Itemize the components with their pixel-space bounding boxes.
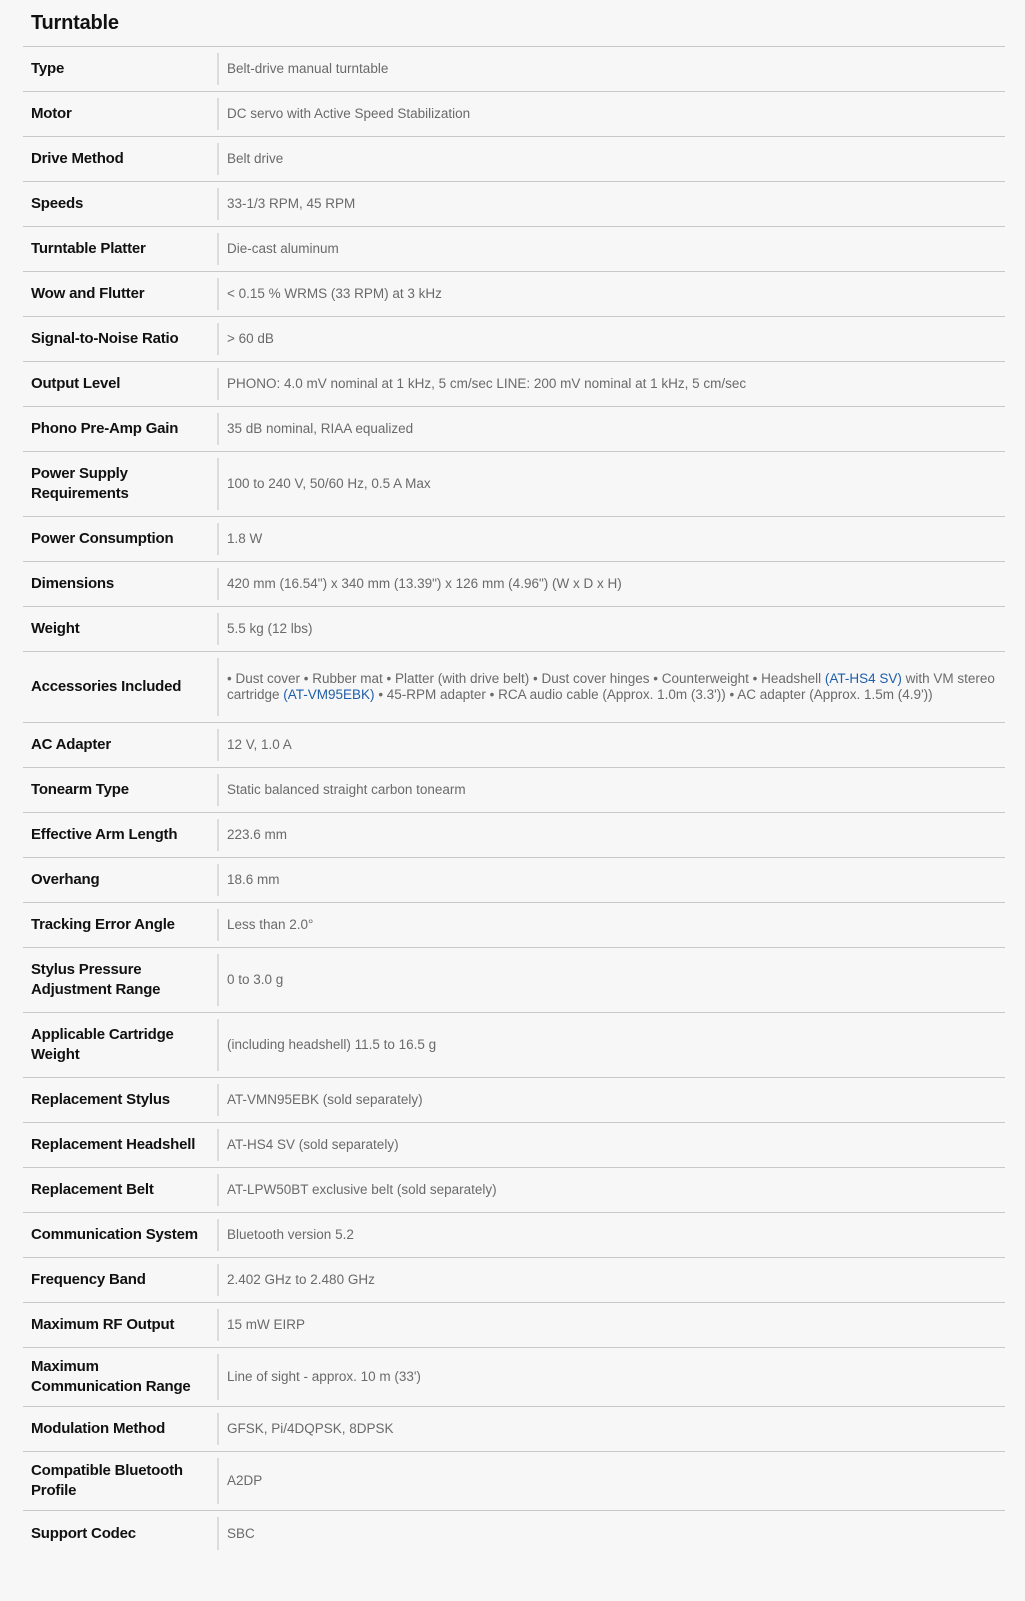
spec-value: 12 V, 1.0 A bbox=[227, 737, 292, 752]
spec-value: 100 to 240 V, 50/60 Hz, 0.5 A Max bbox=[227, 476, 431, 491]
spec-value: 1.8 W bbox=[227, 531, 263, 546]
spec-label: Power Supply Requirements bbox=[31, 465, 129, 502]
spec-value: Line of sight - approx. 10 m (33') bbox=[227, 1369, 421, 1384]
spec-label: Support Codec bbox=[31, 1524, 136, 1542]
spec-label: Accessories Included bbox=[31, 678, 182, 695]
spec-row-accessories bbox=[23, 652, 1005, 723]
spec-label: Weight bbox=[31, 620, 80, 637]
spec-value: 420 mm (16.54") x 340 mm (13.39") x 126 mm (4.96") (W x D x H) bbox=[227, 576, 622, 591]
spec-label: Motor bbox=[31, 105, 72, 122]
spec-label: Communication System bbox=[31, 1226, 198, 1243]
spec-label: Output Level bbox=[31, 375, 121, 392]
spec-row-max-rf-output bbox=[23, 1303, 1005, 1348]
spec-label: Applicable Cartridge Weight bbox=[31, 1026, 174, 1063]
accessories-text-3: • 45-RPM adapter • RCA audio cable (Approx. 1.0m (3.3')) • AC adapter (Approx. 1.5m (4.9')) bbox=[374, 687, 933, 702]
spec-table bbox=[23, 0, 1005, 1556]
spec-row-turntable-platter bbox=[23, 227, 1005, 272]
spec-row-power-supply bbox=[23, 452, 1005, 517]
accessories-text-2: with VM stereo cartridge bbox=[227, 671, 995, 702]
spec-label: Turntable Platter bbox=[31, 240, 146, 257]
spec-row-modulation-method bbox=[23, 1407, 1005, 1452]
spec-row-power-consumption bbox=[23, 517, 1005, 562]
spec-row-bluetooth-profile bbox=[23, 1452, 1005, 1511]
spec-row-cartridge-weight bbox=[23, 1013, 1005, 1078]
spec-label: Replacement Headshell bbox=[31, 1136, 196, 1153]
headshell-link[interactable]: (AT-HS4 SV) bbox=[824, 671, 902, 686]
spec-row-tonearm-type bbox=[23, 768, 1005, 813]
spec-value: Static balanced straight carbon tonearm bbox=[227, 782, 466, 797]
spec-value: Less than 2.0° bbox=[227, 917, 314, 932]
spec-row-stylus-pressure bbox=[23, 948, 1005, 1013]
spec-label: AC Adapter bbox=[31, 736, 111, 753]
spec-label: Replacement Belt bbox=[31, 1181, 154, 1198]
spec-row-ac-adapter bbox=[23, 723, 1005, 768]
accessories-text-block bbox=[227, 671, 995, 703]
spec-value: GFSK, Pi/4DQPSK, 8DPSK bbox=[227, 1421, 394, 1436]
spec-label: Overhang bbox=[31, 871, 100, 888]
spec-value: 223.6 mm bbox=[227, 827, 288, 842]
section-title: Turntable bbox=[23, 0, 1005, 47]
spec-value: DC servo with Active Speed Stabilization bbox=[227, 106, 471, 121]
spec-row-effective-arm-length bbox=[23, 813, 1005, 858]
spec-value: Die-cast aluminum bbox=[227, 241, 339, 256]
spec-label: Compatible Bluetooth Profile bbox=[31, 1462, 183, 1499]
spec-label: Maximum Communication Range bbox=[31, 1358, 191, 1395]
spec-label: Effective Arm Length bbox=[31, 826, 178, 843]
spec-label: Modulation Method bbox=[31, 1420, 166, 1437]
spec-row-drive-method bbox=[23, 137, 1005, 182]
accessories-text-1: • Dust cover • Rubber mat • Platter (with drive belt) • Dust cover hinges • Counterweight • Headshell bbox=[227, 671, 825, 686]
spec-value: AT-LPW50BT exclusive belt (sold separately) bbox=[227, 1182, 497, 1197]
spec-row-phono-preamp-gain bbox=[23, 407, 1005, 452]
spec-row-replacement-belt bbox=[23, 1168, 1005, 1213]
spec-row-replacement-stylus bbox=[23, 1078, 1005, 1123]
spec-value: 18.6 mm bbox=[227, 872, 280, 887]
spec-row-type bbox=[23, 47, 1005, 92]
spec-label: Maximum RF Output bbox=[31, 1316, 175, 1333]
spec-row-signal-to-noise bbox=[23, 317, 1005, 362]
spec-row-frequency-band bbox=[23, 1258, 1005, 1303]
spec-row-output-level bbox=[23, 362, 1005, 407]
spec-label: Tonearm Type bbox=[31, 781, 129, 798]
spec-value: Belt drive bbox=[227, 151, 284, 166]
spec-row-replacement-headshell bbox=[23, 1123, 1005, 1168]
spec-value: SBC bbox=[227, 1525, 255, 1541]
spec-value: 5.5 kg (12 lbs) bbox=[227, 621, 313, 636]
spec-label: Phono Pre-Amp Gain bbox=[31, 420, 179, 437]
spec-value: PHONO: 4.0 mV nominal at 1 kHz, 5 cm/sec LINE: 200 mV nominal at 1 kHz, 5 cm/sec bbox=[227, 376, 747, 391]
spec-value: 0 to 3.0 g bbox=[227, 972, 284, 987]
spec-value: AT-HS4 SV (sold separately) bbox=[227, 1137, 399, 1152]
spec-row-speeds bbox=[23, 182, 1005, 227]
spec-label: Signal-to-Noise Ratio bbox=[31, 330, 179, 347]
spec-value: 2.402 GHz to 2.480 GHz bbox=[227, 1272, 375, 1287]
spec-label: Tracking Error Angle bbox=[31, 916, 175, 933]
spec-value: Belt-drive manual turntable bbox=[227, 61, 389, 76]
spec-value: AT-VMN95EBK (sold separately) bbox=[227, 1092, 423, 1107]
spec-value: 15 mW EIRP bbox=[227, 1317, 306, 1332]
spec-value: < 0.15 % WRMS (33 RPM) at 3 kHz bbox=[227, 286, 442, 301]
spec-label: Wow and Flutter bbox=[31, 285, 145, 302]
spec-row-wow-and-flutter bbox=[23, 272, 1005, 317]
spec-label: Power Consumption bbox=[31, 530, 174, 547]
spec-label: Frequency Band bbox=[31, 1271, 146, 1288]
spec-value: 35 dB nominal, RIAA equalized bbox=[227, 421, 414, 436]
spec-label: Replacement Stylus bbox=[31, 1091, 170, 1108]
spec-row-dimensions bbox=[23, 562, 1005, 607]
cartridge-link[interactable]: (AT-VM95EBK) bbox=[283, 687, 375, 702]
spec-value: A2DP bbox=[227, 1473, 263, 1488]
spec-row-overhang bbox=[23, 858, 1005, 903]
spec-row-tracking-error-angle bbox=[23, 903, 1005, 948]
spec-label: Type bbox=[31, 60, 65, 77]
spec-row-support-codec bbox=[23, 1511, 1005, 1556]
spec-value bbox=[219, 652, 1005, 722]
spec-value: Bluetooth version 5.2 bbox=[227, 1227, 354, 1242]
spec-row-weight bbox=[23, 607, 1005, 652]
spec-row-communication-system bbox=[23, 1213, 1005, 1258]
spec-label: Dimensions bbox=[31, 575, 115, 592]
spec-value: 33-1/3 RPM, 45 RPM bbox=[227, 196, 356, 211]
spec-label: Drive Method bbox=[31, 150, 124, 167]
spec-label: Stylus Pressure Adjustment Range bbox=[31, 961, 161, 998]
spec-label: Speeds bbox=[31, 195, 84, 212]
spec-row-max-communication-range bbox=[23, 1348, 1005, 1407]
spec-row-motor bbox=[23, 92, 1005, 137]
spec-value: (including headshell) 11.5 to 16.5 g bbox=[227, 1037, 437, 1052]
spec-value: > 60 dB bbox=[227, 331, 274, 346]
